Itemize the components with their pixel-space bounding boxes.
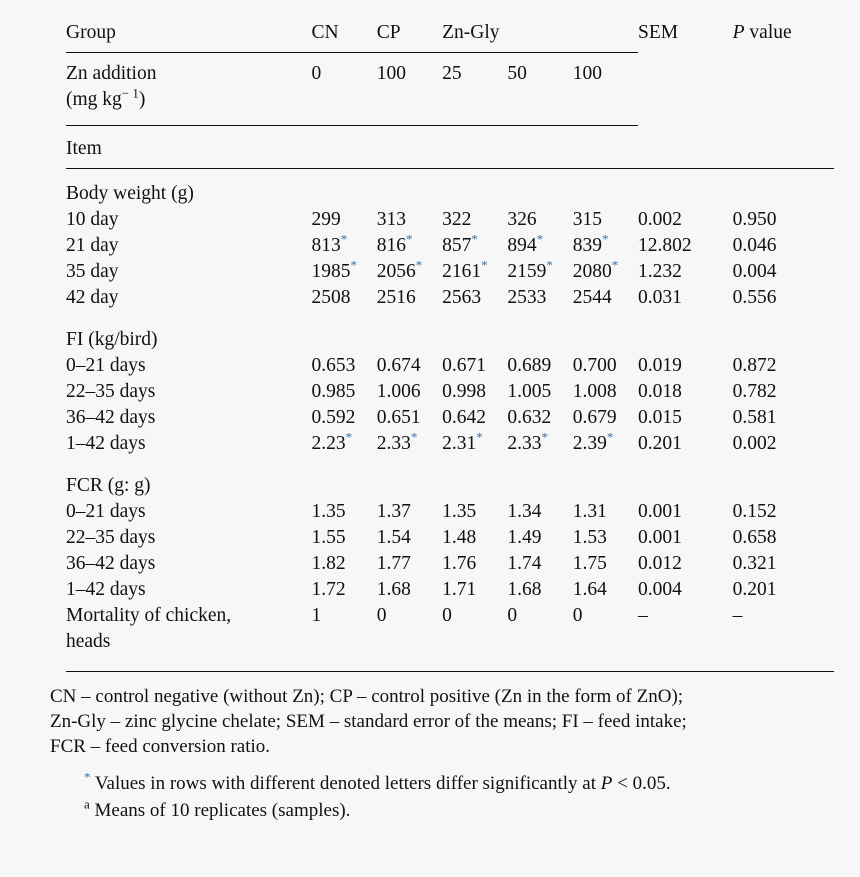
spacer	[66, 457, 834, 473]
significance-star-icon: *	[481, 257, 488, 273]
section-title-row	[66, 181, 834, 207]
spacer	[66, 126, 834, 139]
row-value-zn50: 2.33*	[507, 429, 549, 454]
row-p: 0.782	[732, 381, 777, 402]
row-p: 0.046	[732, 235, 777, 256]
footnote-abbrev-line3: FCR – feed conversion ratio.	[50, 736, 271, 757]
significance-star-icon: *	[601, 231, 609, 247]
row-value-cn: 813*	[311, 231, 348, 256]
header-pvalue-italic: P	[732, 22, 745, 43]
row-value-cn: 0.653	[311, 355, 356, 376]
header-group: Group	[66, 22, 116, 43]
section-title-row	[66, 327, 834, 353]
row-value-zn100: 2.39*	[572, 429, 614, 454]
row-sem: 0.002	[638, 209, 682, 230]
footnotes	[50, 684, 850, 823]
row-value-cp: 2056*	[376, 257, 423, 282]
row-p: 0.950	[732, 209, 777, 230]
row-sem: 0.019	[638, 355, 682, 376]
row-value-cp: 1.006	[376, 381, 421, 402]
spacer	[66, 311, 834, 327]
zn-addition-cn: 0	[311, 63, 322, 84]
row-label: 10 day	[66, 209, 119, 230]
zn-units-pre: (mg kg	[66, 89, 122, 110]
row-sem: 1.232	[638, 261, 682, 282]
item-label: Item	[66, 138, 102, 159]
item-row	[66, 138, 834, 160]
row-value-zn25: 1.76	[442, 553, 477, 574]
row-sem: 0.201	[638, 433, 682, 454]
zn-addition-units-row	[66, 87, 834, 113]
row-label: 35 day	[66, 261, 119, 282]
results-table	[66, 22, 834, 672]
zn-units-exponent: − 1	[121, 85, 139, 101]
row-p: 0.321	[732, 553, 777, 574]
header-sem: SEM	[638, 22, 679, 43]
row-value-zn25: 1.48	[442, 527, 477, 548]
row-value-zn50: 2159*	[507, 257, 553, 282]
footnote-abbreviations	[50, 684, 850, 759]
footnote-star-icon: *	[84, 769, 91, 785]
row-p: 0.002	[732, 433, 777, 454]
row-value-cp: 2516	[376, 287, 416, 308]
row-value-zn100: 839*	[572, 231, 609, 256]
significance-star-icon: *	[611, 257, 619, 273]
row-value-cp: 0.651	[376, 407, 421, 428]
row-p: 0.581	[732, 407, 777, 428]
footnote-significance	[84, 771, 850, 796]
row-value-zn50: 2533	[507, 287, 547, 308]
table-row-mortality	[66, 603, 834, 629]
row-value-zn100: 0.700	[572, 355, 617, 376]
footnote-a-icon: a	[84, 796, 90, 812]
zn-addition-units	[66, 87, 311, 113]
table-row	[66, 259, 834, 285]
spacer	[66, 655, 834, 671]
header-cp: CP	[376, 22, 401, 43]
row-label: 1–42 days	[66, 579, 146, 600]
significance-star-icon: *	[546, 257, 553, 273]
row-value-cp: 1.68	[376, 579, 411, 600]
row-value-cn: 0.592	[311, 407, 356, 428]
row-value-zn50: 1.74	[507, 553, 542, 574]
row-value-zn100: 1.53	[572, 527, 607, 548]
row-sem: 0.012	[638, 553, 682, 574]
row-value-zn25: 322	[442, 209, 472, 230]
spacer	[66, 53, 834, 62]
row-label: 0–21 days	[66, 501, 146, 522]
mortality-label-cont: heads	[66, 631, 111, 652]
mortality-sem: –	[638, 605, 648, 626]
row-value-zn100: 1.008	[572, 381, 617, 402]
footnote-star-text-pre: Values in rows with different denoted letters differ significantly at	[90, 773, 601, 794]
row-label: 36–42 days	[66, 553, 156, 574]
mortality-cn: 1	[311, 605, 322, 626]
section-title-row	[66, 473, 834, 499]
significance-star-icon: *	[536, 231, 544, 247]
table-header-row	[66, 22, 834, 44]
row-p: 0.201	[732, 579, 777, 600]
row-value-zn25: 2.31*	[442, 429, 483, 454]
row-value-cp: 1.54	[376, 527, 411, 548]
zn-addition-sem-blank	[638, 61, 733, 87]
table-row	[66, 525, 834, 551]
table-row	[66, 405, 834, 431]
row-value-zn25: 2563	[442, 287, 482, 308]
row-value-cp: 0.674	[376, 355, 421, 376]
zn-addition-label: Zn addition	[66, 63, 157, 84]
mortality-label: Mortality of chicken,	[66, 605, 232, 626]
mortality-zn25: 0	[442, 605, 452, 626]
zn-addition-zngly-50: 50	[507, 63, 527, 84]
row-sem: 0.015	[638, 407, 682, 428]
row-value-zn100: 315	[572, 209, 602, 230]
row-value-zn100: 0.679	[572, 407, 617, 428]
significance-star-icon: *	[415, 257, 423, 273]
row-label: 42 day	[66, 287, 119, 308]
table-row	[66, 285, 834, 311]
table-row	[66, 207, 834, 233]
row-value-zn25: 0.998	[442, 381, 486, 402]
row-p: 0.872	[732, 355, 777, 376]
row-value-cn: 1.72	[311, 579, 346, 600]
significance-star-icon: *	[410, 429, 418, 445]
row-value-zn25: 1.71	[442, 579, 477, 600]
row-p: 0.556	[732, 287, 777, 308]
table-row	[66, 431, 834, 457]
rule-bottom	[66, 671, 834, 672]
footnote-abbrev-line1: CN – control negative (without Zn); CP – control positive (Zn in the form of ZnO);	[50, 686, 684, 707]
zn-units-post: )	[138, 89, 146, 110]
row-value-zn50: 1.68	[507, 579, 542, 600]
row-p: 0.152	[732, 501, 777, 522]
significance-star-icon: *	[350, 257, 357, 273]
section-title: FCR (g: g)	[66, 475, 151, 496]
table-row	[66, 233, 834, 259]
significance-star-icon: *	[406, 231, 413, 247]
row-sem: 0.018	[638, 381, 682, 402]
row-label: 22–35 days	[66, 527, 156, 548]
row-value-zn100: 1.31	[572, 501, 607, 522]
footnote-abbrev-line2: Zn-Gly – zinc glycine chelate; SEM – standard error of the means; FI – feed intake;	[50, 711, 687, 732]
row-value-zn25: 857*	[442, 231, 478, 256]
row-value-zn50: 0.689	[507, 355, 552, 376]
row-value-cp: 1.77	[376, 553, 411, 574]
row-value-zn25: 0.671	[442, 355, 486, 376]
row-label: 36–42 days	[66, 407, 156, 428]
row-value-zn25: 1.35	[442, 501, 477, 522]
spacer	[66, 169, 834, 182]
significance-star-icon: *	[345, 429, 353, 445]
table-row	[66, 353, 834, 379]
row-value-zn100: 2544	[572, 287, 612, 308]
row-sem: 0.004	[638, 579, 682, 600]
row-value-cn: 1985*	[311, 257, 357, 282]
row-value-cn: 1.82	[311, 553, 346, 574]
row-value-cn: 2508	[311, 287, 351, 308]
spacer	[66, 113, 834, 125]
table-row	[66, 499, 834, 525]
footnote-replicates	[84, 798, 850, 823]
header-cn: CN	[311, 22, 339, 43]
row-value-cp: 816*	[376, 231, 413, 256]
footnote-star-text-post: < 0.05.	[612, 773, 671, 794]
significance-star-icon: *	[340, 231, 348, 247]
row-value-cn: 0.985	[311, 381, 356, 402]
significance-star-icon: *	[541, 429, 549, 445]
row-value-zn50: 1.49	[507, 527, 542, 548]
significance-star-icon: *	[471, 231, 478, 247]
significance-star-icon: *	[606, 429, 614, 445]
table-row-mortality-cont	[66, 629, 834, 655]
row-value-zn50: 1.34	[507, 501, 542, 522]
row-value-zn50: 1.005	[507, 381, 552, 402]
zn-addition-zngly-100: 100	[572, 63, 602, 84]
footnote-a-text: Means of 10 replicates (samples).	[89, 800, 351, 821]
row-label: 0–21 days	[66, 355, 146, 376]
row-value-cp: 313	[376, 209, 407, 230]
footnote-star-text-italic: P	[600, 773, 613, 794]
mortality-cp: 0	[376, 605, 387, 626]
table-row	[66, 551, 834, 577]
header-zngly: Zn-Gly	[442, 22, 500, 43]
spacer	[66, 44, 834, 52]
header-pvalue	[733, 22, 834, 44]
row-label: 22–35 days	[66, 381, 156, 402]
mortality-zn50: 0	[507, 605, 518, 626]
header-pvalue-rest: value	[744, 22, 792, 43]
row-value-zn100: 1.64	[572, 579, 607, 600]
zn-addition-row	[66, 61, 834, 87]
row-value-cp: 1.37	[376, 501, 411, 522]
section-title: Body weight (g)	[66, 183, 194, 204]
row-value-cn: 2.23*	[311, 429, 353, 454]
spacer	[66, 160, 834, 168]
row-value-zn25: 2161*	[442, 257, 488, 282]
row-value-zn100: 2080*	[572, 257, 619, 282]
row-label: 1–42 days	[66, 433, 146, 454]
row-p: 0.658	[732, 527, 777, 548]
zn-addition-cp: 100	[376, 63, 407, 84]
row-value-zn50: 326	[507, 209, 537, 230]
zn-addition-zngly-25: 25	[442, 63, 462, 84]
row-sem: 12.802	[638, 235, 692, 256]
table-row	[66, 379, 834, 405]
mortality-p: –	[732, 605, 743, 626]
row-value-cn: 1.35	[311, 501, 346, 522]
zn-addition-p-blank	[733, 61, 834, 87]
row-sem: 0.001	[638, 527, 682, 548]
mortality-zn100: 0	[572, 605, 583, 626]
row-value-zn50: 0.632	[507, 407, 552, 428]
row-value-cn: 1.55	[311, 527, 346, 548]
row-p: 0.004	[732, 261, 777, 282]
row-label: 21 day	[66, 235, 119, 256]
row-sem: 0.001	[638, 501, 682, 522]
row-sem: 0.031	[638, 287, 682, 308]
significance-star-icon: *	[476, 429, 483, 445]
row-value-zn100: 1.75	[572, 553, 607, 574]
row-value-cp: 2.33*	[376, 429, 418, 454]
row-value-zn50: 894*	[507, 231, 544, 256]
row-value-cn: 299	[311, 209, 341, 230]
table-row	[66, 577, 834, 603]
row-value-zn25: 0.642	[442, 407, 486, 428]
section-title: FI (kg/bird)	[66, 329, 158, 350]
